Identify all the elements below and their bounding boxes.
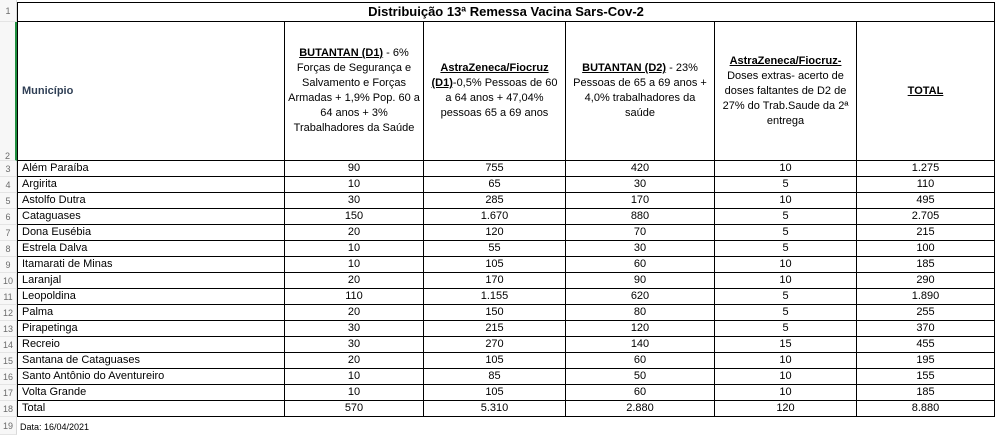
header-astrazeneca-extras-rest: Doses extras- acerto de doses faltantes de D2 de 27% do Trab.Saude da 2ª entrega [722,69,849,127]
cell-astrazeneca-extras[interactable]: 5 [715,209,857,225]
cell-butantan-d2[interactable]: 120 [566,321,715,337]
row-header[interactable]: 3 [0,161,17,177]
cell-total[interactable]: 2.705 [857,209,995,225]
header-butantan-d1-bold: BUTANTAN (D1) [299,47,384,59]
cell-butantan-d1[interactable]: 10 [285,385,424,401]
cell-butantan-d1[interactable]: 30 [285,337,424,353]
cell-butantan-d2[interactable]: 50 [566,369,715,385]
cell-astrazeneca-d1[interactable]: 65 [424,177,566,193]
cell-municipio[interactable]: Laranjal [17,273,285,289]
cell-butantan-d1[interactable]: 20 [285,273,424,289]
cell-butantan-d1[interactable]: 10 [285,257,424,273]
cell-astrazeneca-extras[interactable]: 5 [715,177,857,193]
header-butantan-d2-bold: BUTANTAN (D2) [582,62,667,74]
row-header[interactable]: 2 [0,22,17,161]
cell-butantan-d2[interactable]: 420 [566,161,715,177]
cell-astrazeneca-d1[interactable]: 170 [424,273,566,289]
cell-astrazeneca-d1[interactable]: 105 [424,353,566,369]
cell-butantan-d1[interactable]: 20 [285,353,424,369]
cell-butantan-d2[interactable]: 60 [566,257,715,273]
cell-astrazeneca-extras[interactable]: 5 [715,305,857,321]
row-header[interactable]: 6 [0,209,17,225]
cell-astrazeneca-extras[interactable]: 10 [715,161,857,177]
header-municipio[interactable] [17,22,285,161]
cell-butantan-d2[interactable]: 30 [566,241,715,257]
cell-astrazeneca-extras[interactable]: 15 [715,337,857,353]
header-astrazeneca-extras-bold: AstraZeneca/Fiocruz- [729,54,842,67]
cell-astrazeneca-extras[interactable]: 5 [715,225,857,241]
header-butantan-d1-rest: - 6% Forças de Segurança e Salvamento e Forças Armadas + 1,9% Pop. 60 a 64 anos + 3% Trabalhadores da Saúde [288,47,420,134]
cell-butantan-d1[interactable]: 150 [285,209,424,225]
cell-total[interactable]: 110 [857,177,995,193]
cell-total[interactable]: 495 [857,193,995,209]
row-header[interactable]: 16 [0,369,17,385]
cell-astrazeneca-d1[interactable]: 120 [424,225,566,241]
cell-astrazeneca-d1[interactable]: 285 [424,193,566,209]
cell-astrazeneca-d1[interactable]: 1.155 [424,289,566,305]
cell-astrazeneca-d1[interactable]: 105 [424,385,566,401]
cell-butantan-d1[interactable]: 10 [285,177,424,193]
cell-municipio[interactable]: Santo Antônio do Aventureiro [17,369,285,385]
cell-municipio[interactable]: Palma [17,305,285,321]
row-header[interactable]: 19 [0,417,17,435]
cell-total[interactable]: 8.880 [857,401,995,417]
cell-butantan-d2[interactable]: 2.880 [566,401,715,417]
cell-butantan-d2[interactable]: 80 [566,305,715,321]
row-header[interactable]: 15 [0,353,17,369]
cell-butantan-d2[interactable]: 140 [566,337,715,353]
cell-butantan-d1[interactable]: 90 [285,161,424,177]
cell-municipio[interactable]: Além Paraíba [17,161,285,177]
row-header[interactable]: 5 [0,193,17,209]
cell-municipio[interactable]: Itamarati de Minas [17,257,285,273]
cell-astrazeneca-d1[interactable]: 1.670 [424,209,566,225]
row-header[interactable]: 9 [0,257,17,273]
cell-municipio[interactable]: Argirita [17,177,285,193]
cell-total[interactable]: 215 [857,225,995,241]
footer-date[interactable]: Data: 16/04/2021 [20,422,90,432]
header-butantan-d2-text [569,61,711,121]
cell-butantan-d1[interactable]: 30 [285,321,424,337]
header-butantan-d2-rest: - 23% Pessoas de 65 a 69 anos + 4,0% trabalhadores da saúde [573,62,707,119]
cell-butantan-d2[interactable]: 60 [566,353,715,369]
cell-municipio[interactable]: Cataguases [17,209,285,225]
row-header[interactable]: 17 [0,385,17,401]
cell-butantan-d2[interactable]: 70 [566,225,715,241]
header-astrazeneca-extras[interactable] [715,22,857,161]
cell-municipio[interactable]: Pirapetinga [17,321,285,337]
cell-butantan-d2[interactable]: 880 [566,209,715,225]
cell-astrazeneca-extras[interactable]: 10 [715,369,857,385]
cell-municipio[interactable]: Dona Eusébia [17,225,285,241]
cell-astrazeneca-d1[interactable]: 150 [424,305,566,321]
cell-total[interactable]: 1.275 [857,161,995,177]
row-header[interactable]: 1 [0,0,17,22]
header-total[interactable] [857,22,995,161]
cell-total[interactable]: 100 [857,241,995,257]
row-header[interactable]: 14 [0,337,17,353]
header-astrazeneca-extras-text [718,54,853,129]
cell-butantan-d1[interactable]: 10 [285,369,424,385]
header-butantan-d1[interactable] [285,22,424,161]
row-header[interactable]: 7 [0,225,17,241]
cell-astrazeneca-extras[interactable]: 5 [715,241,857,257]
cell-total[interactable]: 195 [857,353,995,369]
row-header[interactable]: 13 [0,321,17,337]
cell-astrazeneca-d1[interactable]: 270 [424,337,566,353]
cell-astrazeneca-d1[interactable]: 85 [424,369,566,385]
row-header[interactable]: 8 [0,241,17,257]
cell-astrazeneca-extras[interactable]: 10 [715,273,857,289]
cell-municipio[interactable]: Leopoldina [17,289,285,305]
cell-astrazeneca-extras[interactable]: 10 [715,385,857,401]
cell-astrazeneca-extras[interactable]: 5 [715,289,857,305]
cell-astrazeneca-extras[interactable]: 10 [715,193,857,209]
cell-astrazeneca-d1[interactable]: 105 [424,257,566,273]
cell-total[interactable]: 185 [857,385,995,401]
cell-butantan-d1[interactable]: 570 [285,401,424,417]
cell-butantan-d1[interactable]: 10 [285,241,424,257]
cell-municipio[interactable]: Estrela Dalva [17,241,285,257]
header-butantan-d2[interactable] [566,22,715,161]
cell-total[interactable]: 185 [857,257,995,273]
cell-municipio[interactable]: Astolfo Dutra [17,193,285,209]
cell-astrazeneca-extras[interactable]: 10 [715,353,857,369]
header-total-label: TOTAL [907,84,944,97]
cell-butantan-d2[interactable]: 30 [566,177,715,193]
header-astrazeneca-d1-bold: AstraZeneca/Fiocruz (D1) [431,62,549,89]
cell-municipio[interactable]: Santana de Cataguases [17,353,285,369]
cell-astrazeneca-d1[interactable]: 215 [424,321,566,337]
cell-total[interactable]: 455 [857,337,995,353]
cell-astrazeneca-extras[interactable]: 10 [715,257,857,273]
header-municipio-label: Município [22,84,74,97]
cell-butantan-d2[interactable]: 90 [566,273,715,289]
cell-astrazeneca-d1[interactable]: 755 [424,161,566,177]
row-header[interactable]: 18 [0,401,17,417]
cell-municipio[interactable]: Recreio [17,337,285,353]
header-astrazeneca-d1-text [427,61,562,121]
cell-butantan-d1[interactable]: 110 [285,289,424,305]
cell-total[interactable]: 155 [857,369,995,385]
cell-astrazeneca-d1[interactable]: 5.310 [424,401,566,417]
row-header[interactable]: 4 [0,177,17,193]
cell-butantan-d2[interactable]: 60 [566,385,715,401]
cell-butantan-d1[interactable]: 30 [285,193,424,209]
cell-butantan-d1[interactable]: 20 [285,305,424,321]
cell-astrazeneca-d1[interactable]: 55 [424,241,566,257]
cell-total[interactable]: 255 [857,305,995,321]
cell-butantan-d1[interactable]: 20 [285,225,424,241]
cell-astrazeneca-extras[interactable]: 5 [715,321,857,337]
sheet-title[interactable]: Distribuição 13ª Remessa Vacina Sars-Cov-2 [17,2,995,22]
cell-astrazeneca-extras[interactable]: 120 [715,401,857,417]
header-butantan-d1-text [288,46,420,136]
header-astrazeneca-d1-rest: -0,5% Pessoas de 60 a 64 anos + 47,04% pessoas 65 a 69 anos [440,77,558,119]
cell-butantan-d2[interactable]: 170 [566,193,715,209]
cell-total[interactable]: 1.890 [857,289,995,305]
cell-total[interactable]: 290 [857,273,995,289]
cell-municipio[interactable]: Volta Grande [17,385,285,401]
cell-municipio[interactable]: Total [17,401,285,417]
row-header[interactable]: 12 [0,305,17,321]
row-header[interactable]: 11 [0,289,17,305]
cell-total[interactable]: 370 [857,321,995,337]
row-header[interactable]: 10 [0,273,17,289]
header-astrazeneca-d1[interactable] [424,22,566,161]
cell-butantan-d2[interactable]: 620 [566,289,715,305]
